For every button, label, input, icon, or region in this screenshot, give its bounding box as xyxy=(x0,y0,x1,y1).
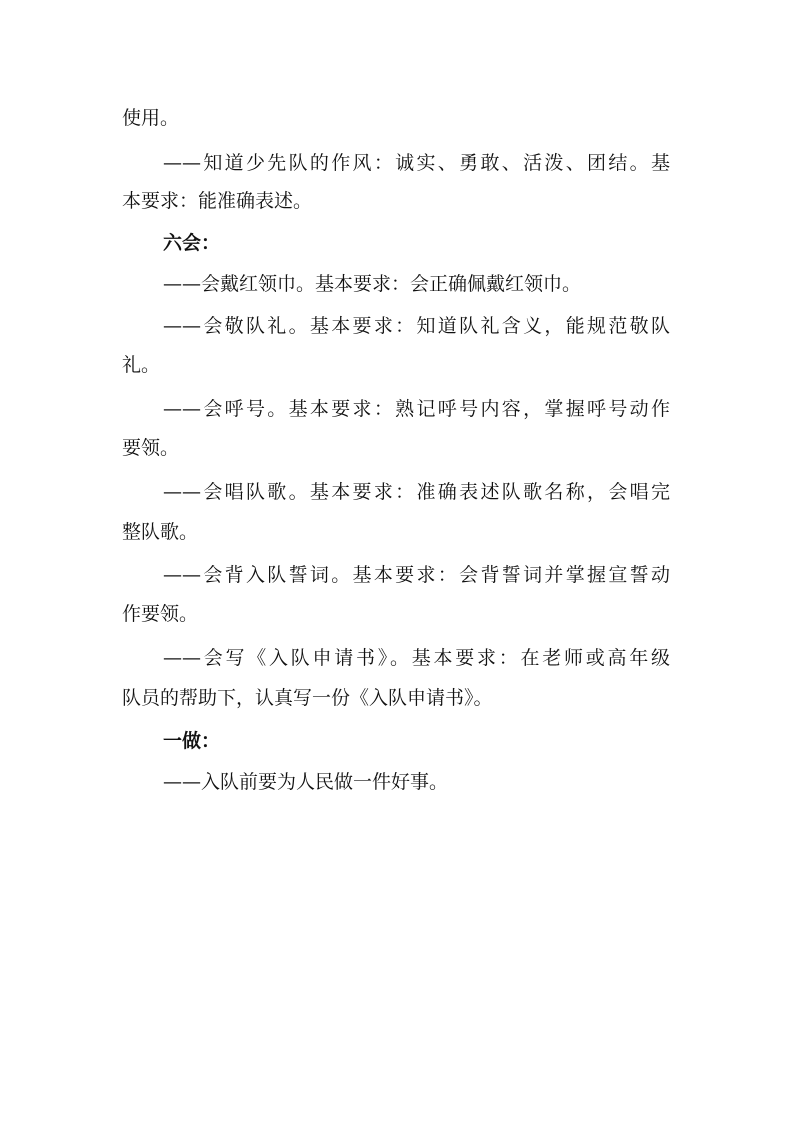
paragraph-line: ——会呼号。基本要求：熟记呼号内容，掌握呼号动作 xyxy=(163,398,670,420)
paragraph-line: 本要求：能准确表述。 xyxy=(122,190,313,212)
section-heading-six-skills: 六会： xyxy=(163,232,221,254)
paragraph-line: 整队歌。 xyxy=(122,521,199,543)
paragraph-line: ——会敬队礼。基本要求：知道队礼含义，能规范敬队 xyxy=(163,315,670,337)
paragraph-line: 使用。 xyxy=(122,107,180,129)
paragraph-line: ——知道少先队的作风：诚实、勇敢、活泼、团结。基 xyxy=(163,152,670,174)
paragraph-line: ——会戴红领巾。基本要求：会正确佩戴红领巾。 xyxy=(163,273,582,295)
paragraph-line: ——入队前要为人民做一件好事。 xyxy=(163,771,449,793)
paragraph-line: 队员的帮助下，认真写一份《入队申请书》。 xyxy=(122,687,493,709)
section-heading-one-deed: 一做： xyxy=(163,730,221,752)
paragraph-line: 作要领。 xyxy=(122,603,199,625)
paragraph-line: ——会写《入队申请书》。基本要求：在老师或高年级 xyxy=(163,647,670,669)
paragraph-line: ——会唱队歌。基本要求：准确表述队歌名称，会唱完 xyxy=(163,481,670,503)
paragraph-line: ——会背入队誓词。基本要求：会背誓词并掌握宣誓动 xyxy=(163,564,670,586)
paragraph-line: 礼。 xyxy=(122,354,161,376)
paragraph-line: 要领。 xyxy=(122,437,180,459)
